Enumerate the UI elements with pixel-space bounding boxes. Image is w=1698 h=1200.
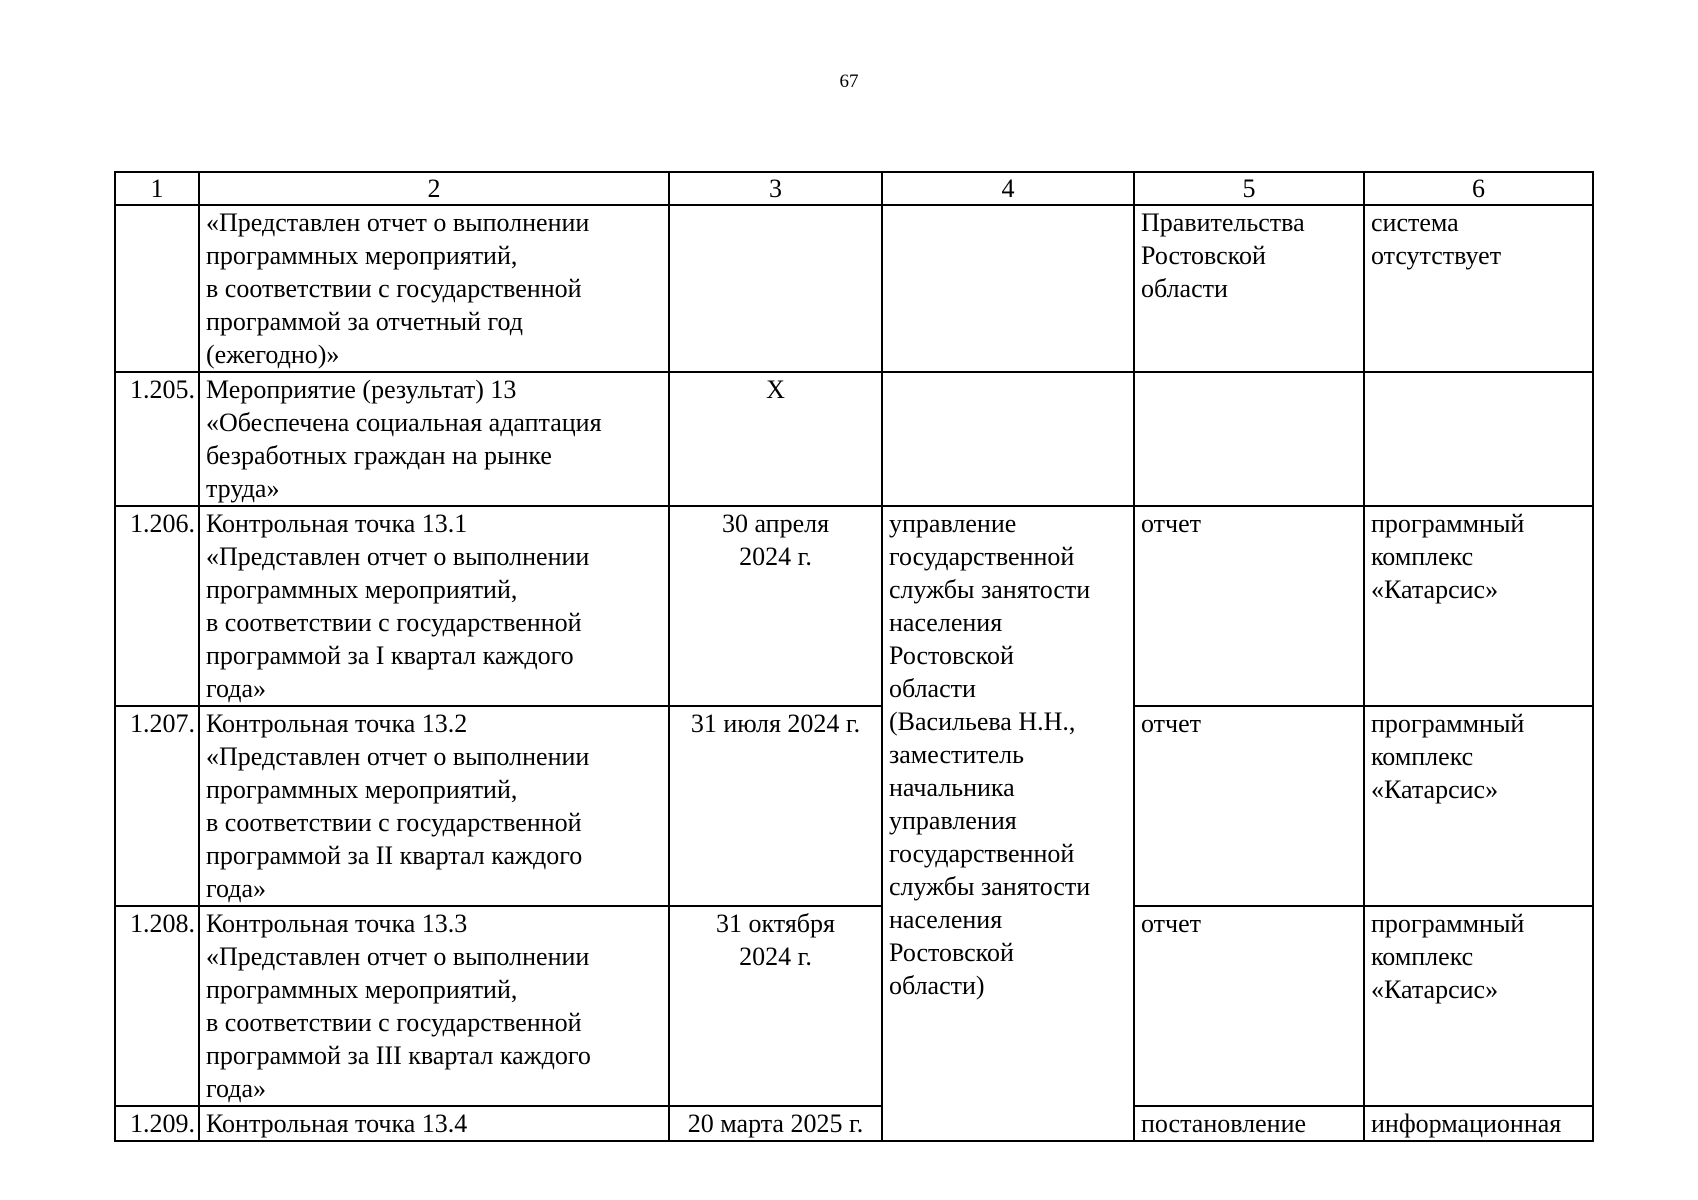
row-number-cell: 1.209. — [115, 1106, 199, 1141]
description-cell: Мероприятие (результат) 13 «Обеспечена социальная адаптация безработных граждан на рынке труда» — [199, 372, 669, 506]
description-cell: Контрольная точка 13.3 «Представлен отчет о выполнении программных мероприятий, в соответствии с государственной программой за III квартал каждого года» — [199, 906, 669, 1106]
document-cell: постановление — [1134, 1106, 1364, 1141]
table-header-row — [115, 172, 1593, 205]
date-cell: 20 марта 2025 г. — [669, 1106, 882, 1141]
table-row — [115, 1106, 1593, 1141]
page-number: 67 — [839, 71, 859, 92]
table-row — [115, 372, 1593, 506]
row-number-cell: 1.205. — [115, 372, 199, 506]
row-number-cell: 1.206. — [115, 506, 199, 706]
info-system-cell: программный комплекс «Катарсис» — [1364, 706, 1593, 906]
row-number-cell — [115, 205, 199, 372]
column-header: 6 — [1364, 172, 1593, 205]
responsible-cell — [882, 372, 1134, 506]
description-cell: Контрольная точка 13.1 «Представлен отчет о выполнении программных мероприятий, в соответствии с государственной программой за I квартал каждого года» — [199, 506, 669, 706]
row-number-cell: 1.207. — [115, 706, 199, 906]
row-number-cell: 1.208. — [115, 906, 199, 1106]
info-system-cell: программный комплекс «Катарсис» — [1364, 906, 1593, 1106]
document-cell: Правительства Ростовской области — [1134, 205, 1364, 372]
description-cell: Контрольная точка 13.2 «Представлен отчет о выполнении программных мероприятий, в соответствии с государственной программой за II квартал каждого года» — [199, 706, 669, 906]
responsible-cell: управление государственной службы занятости населения Ростовской области (Васильева Н.Н., заместитель начальника управления государственной службы занятости населения Ростовской области) — [882, 506, 1134, 1141]
document-cell: отчет — [1134, 706, 1364, 906]
column-header: 3 — [669, 172, 882, 205]
description-cell: «Представлен отчет о выполнении программных мероприятий, в соответствии с государственной программой за отчетный год (ежегодно)» — [199, 205, 669, 372]
column-header: 4 — [882, 172, 1134, 205]
table-row — [115, 506, 1593, 706]
date-cell — [669, 205, 882, 372]
info-system-cell: информационная — [1364, 1106, 1593, 1141]
document-cell: отчет — [1134, 506, 1364, 706]
date-cell: 30 апреля 2024 г. — [669, 506, 882, 706]
table-row — [115, 205, 1593, 372]
column-header: 5 — [1134, 172, 1364, 205]
responsible-cell — [882, 205, 1134, 372]
document-cell: отчет — [1134, 906, 1364, 1106]
description-cell: Контрольная точка 13.4 — [199, 1106, 669, 1141]
date-cell: 31 октября 2024 г. — [669, 906, 882, 1106]
date-cell: Х — [669, 372, 882, 506]
control-points-table — [114, 171, 1594, 1142]
column-header: 1 — [115, 172, 199, 205]
info-system-cell — [1364, 372, 1593, 506]
info-system-cell: программный комплекс «Катарсис» — [1364, 506, 1593, 706]
table-row — [115, 906, 1593, 1106]
info-system-cell: система отсутствует — [1364, 205, 1593, 372]
date-cell: 31 июля 2024 г. — [669, 706, 882, 906]
table-row — [115, 706, 1593, 906]
column-header: 2 — [199, 172, 669, 205]
document-cell — [1134, 372, 1364, 506]
